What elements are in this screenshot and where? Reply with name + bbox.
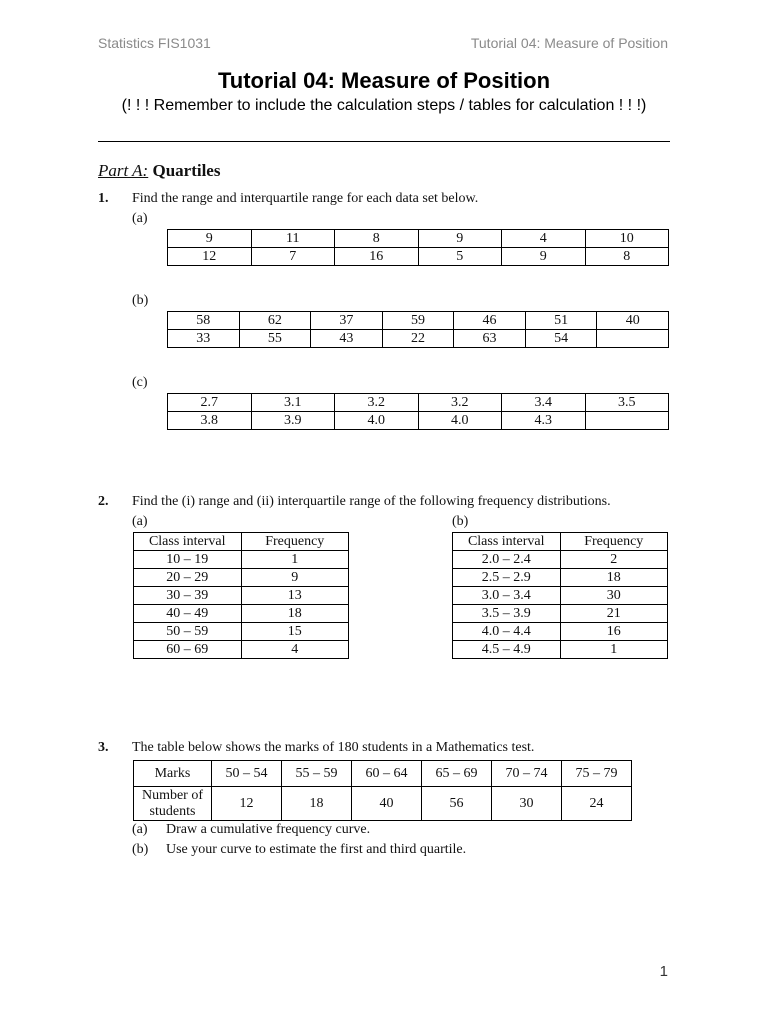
q2a-table	[133, 532, 349, 659]
q2-number: 2.	[98, 494, 109, 509]
table-cell: 15	[241, 623, 349, 641]
table-cell: 43	[311, 330, 383, 348]
column-header: 50 – 54	[212, 761, 282, 787]
table-cell: 4.0 – 4.4	[453, 623, 561, 641]
title-divider	[98, 141, 670, 142]
table-cell: 16	[335, 248, 419, 266]
part-a-label: Part A:	[98, 161, 149, 180]
table-row	[453, 623, 668, 641]
table-cell: 4.0	[335, 412, 419, 430]
table-row	[134, 623, 349, 641]
table-cell: 8	[335, 230, 419, 248]
q3a-part	[132, 822, 370, 838]
q2-text: Find the (i) range and (ii) interquartile range of the following frequency distributions.	[132, 494, 611, 509]
table-cell: 18	[282, 787, 352, 821]
table-cell: 51	[525, 312, 597, 330]
table-cell: 2.0 – 2.4	[453, 551, 561, 569]
q2b-label: (b)	[452, 514, 469, 529]
table-cell: 9	[241, 569, 349, 587]
table-cell: 63	[454, 330, 526, 348]
q1a-table	[167, 229, 669, 266]
table-cell: 11	[251, 230, 335, 248]
row-header-line: Number of	[141, 787, 204, 803]
table-row	[453, 551, 668, 569]
table-cell: 30	[492, 787, 562, 821]
table-row	[168, 412, 669, 430]
q1-number: 1.	[98, 191, 109, 206]
table-header-row	[134, 533, 349, 551]
table-cell: 10	[585, 230, 669, 248]
row-header-line: students	[149, 803, 196, 819]
q1c-table	[167, 393, 669, 430]
table-cell: 55	[239, 330, 311, 348]
q3-number: 3.	[98, 740, 109, 755]
table-cell: 9	[418, 230, 502, 248]
table-row	[168, 330, 669, 348]
table-row	[168, 312, 669, 330]
q3a-text: Draw a cumulative frequency curve.	[166, 822, 371, 837]
table-cell: 59	[382, 312, 454, 330]
table-cell: 40	[352, 787, 422, 821]
q1b-label: (b)	[132, 293, 149, 308]
row-header: Marks	[134, 761, 212, 787]
table-cell: 4	[241, 641, 349, 659]
table-row	[134, 605, 349, 623]
column-header: 60 – 64	[352, 761, 422, 787]
table-row	[453, 587, 668, 605]
column-header: 55 – 59	[282, 761, 352, 787]
table-row	[453, 569, 668, 587]
table-cell: 7	[251, 248, 335, 266]
table-cell: 3.9	[251, 412, 335, 430]
table-row	[168, 394, 669, 412]
table-cell: 8	[585, 248, 669, 266]
table-cell: 9	[168, 230, 252, 248]
table-cell: 16	[560, 623, 668, 641]
q3b-text: Use your curve to estimate the first and third quartile.	[166, 842, 467, 857]
table-cell: 9	[502, 248, 586, 266]
table-row	[134, 551, 349, 569]
table-cell: 4	[502, 230, 586, 248]
table-cell: 24	[562, 787, 632, 821]
column-header: 65 – 69	[422, 761, 492, 787]
row-header	[134, 787, 212, 821]
table-header-row	[134, 761, 632, 787]
table-cell: 40	[597, 312, 669, 330]
table-cell: 40 – 49	[134, 605, 242, 623]
table-cell: 3.5 – 3.9	[453, 605, 561, 623]
table-cell: 37	[311, 312, 383, 330]
table-cell: 3.2	[335, 394, 419, 412]
table-row	[134, 587, 349, 605]
table-row	[168, 248, 669, 266]
table-row	[168, 230, 669, 248]
column-header: Frequency	[560, 533, 668, 551]
table-header-row	[453, 533, 668, 551]
table-cell: 33	[168, 330, 240, 348]
q2a-label: (a)	[132, 514, 148, 529]
table-cell: 18	[241, 605, 349, 623]
table-cell: 3.0 – 3.4	[453, 587, 561, 605]
table-cell: 3.1	[251, 394, 335, 412]
table-cell: 2.7	[168, 394, 252, 412]
q3b-part	[132, 842, 466, 858]
q3-text: The table below shows the marks of 180 students in a Mathematics test.	[132, 740, 535, 755]
table-cell: 3.4	[502, 394, 586, 412]
table-cell: 30	[560, 587, 668, 605]
table-cell: 30 – 39	[134, 587, 242, 605]
table-cell: 46	[454, 312, 526, 330]
page-subtitle: (! ! ! Remember to include the calculation steps / tables for calculation ! ! !)	[121, 97, 647, 114]
table-cell: 10 – 19	[134, 551, 242, 569]
header-course: Statistics FIS1031	[98, 35, 211, 51]
table-row	[453, 641, 668, 659]
table-cell: 3.8	[168, 412, 252, 430]
column-header: Class interval	[134, 533, 242, 551]
table-cell: 2.5 – 2.9	[453, 569, 561, 587]
table-cell: 50 – 59	[134, 623, 242, 641]
table-row	[134, 787, 632, 821]
part-a-title: Quartiles	[152, 161, 221, 180]
table-cell	[585, 412, 669, 430]
table-cell: 22	[382, 330, 454, 348]
table-cell: 18	[560, 569, 668, 587]
q1a-label: (a)	[132, 211, 148, 226]
column-header: Frequency	[241, 533, 349, 551]
table-cell: 2	[560, 551, 668, 569]
table-cell: 13	[241, 587, 349, 605]
part-a-heading	[98, 161, 220, 181]
table-row	[134, 641, 349, 659]
header-tutorial: Tutorial 04: Measure of Position	[470, 35, 668, 51]
table-cell: 56	[422, 787, 492, 821]
q3b-label: (b)	[132, 842, 149, 857]
table-cell: 58	[168, 312, 240, 330]
q3a-label: (a)	[132, 822, 148, 837]
table-cell: 20 – 29	[134, 569, 242, 587]
q3-table	[133, 760, 632, 821]
table-cell	[597, 330, 669, 348]
table-cell: 60 – 69	[134, 641, 242, 659]
table-cell: 1	[241, 551, 349, 569]
table-row	[134, 569, 349, 587]
column-header: Class interval	[453, 533, 561, 551]
table-cell: 4.5 – 4.9	[453, 641, 561, 659]
q1b-table	[167, 311, 669, 348]
table-cell: 4.3	[502, 412, 586, 430]
table-cell: 3.5	[585, 394, 669, 412]
page-title: Tutorial 04: Measure of Position	[217, 68, 551, 93]
table-row	[453, 605, 668, 623]
table-cell: 62	[239, 312, 311, 330]
q1-text: Find the range and interquartile range for each data set below.	[132, 191, 479, 206]
table-cell: 5	[418, 248, 502, 266]
table-cell: 21	[560, 605, 668, 623]
table-cell: 4.0	[418, 412, 502, 430]
column-header: 70 – 74	[492, 761, 562, 787]
table-cell: 12	[212, 787, 282, 821]
table-cell: 54	[525, 330, 597, 348]
table-cell: 3.2	[418, 394, 502, 412]
q2b-table	[452, 532, 668, 659]
table-cell: 1	[560, 641, 668, 659]
column-header: 75 – 79	[562, 761, 632, 787]
page-number: 1	[659, 963, 668, 980]
table-cell: 12	[168, 248, 252, 266]
q1c-label: (c)	[132, 375, 148, 390]
